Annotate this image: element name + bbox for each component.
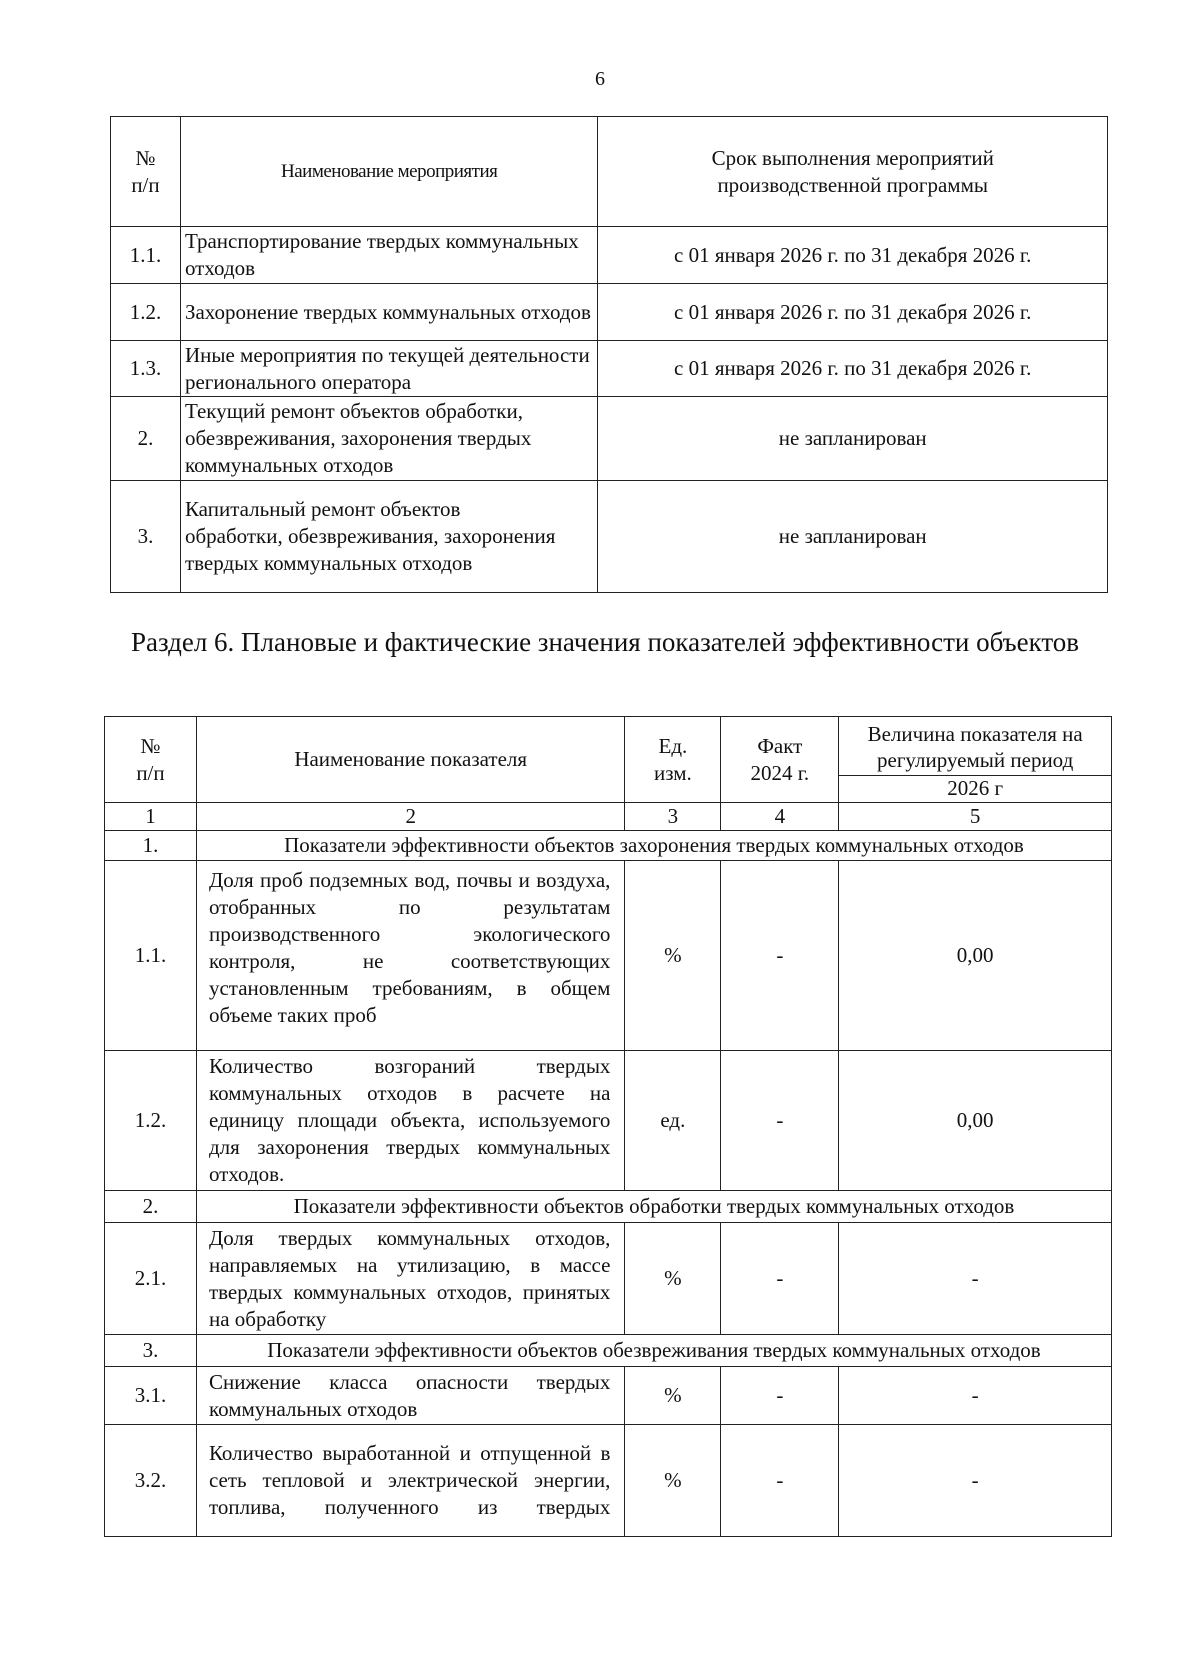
row-num: 2. bbox=[111, 397, 181, 481]
table-header-row bbox=[105, 717, 1112, 803]
row-indicator: Доля твердых коммунальных отходов, направляемых на утилизацию, в массе твердых коммунальных отходов, принятых на обработку bbox=[196, 1223, 624, 1335]
row-num: 1.1. bbox=[105, 861, 197, 1051]
header-period-year: 2026 г bbox=[947, 776, 1004, 800]
row-indicator: Доля проб подземных вод, почвы и воздуха, отобранных по результатам производственного экологического контроля, не соответствующих установленным требованиям, в общем объеме таких проб bbox=[196, 861, 624, 1051]
header-activity-name: Наименование мероприятия bbox=[180, 117, 597, 227]
row-unit: % bbox=[625, 1367, 721, 1425]
row-num: 3.2. bbox=[105, 1425, 197, 1537]
row-value: - bbox=[839, 1425, 1112, 1537]
table-row bbox=[105, 1223, 1112, 1335]
table-row bbox=[105, 1367, 1112, 1425]
row-unit: % bbox=[625, 1425, 721, 1537]
row-indicator: Количество выработанной и отпущенной в сеть тепловой и электрической энергии, топлива, полученного из твердых bbox=[196, 1425, 624, 1537]
row-term: не запланирован bbox=[598, 481, 1108, 593]
table-row bbox=[105, 861, 1112, 1051]
indicators-table bbox=[104, 716, 1112, 1537]
group-title: Показатели эффективности объектов обработки твердых коммунальных отходов bbox=[196, 1191, 1111, 1223]
column-number: 5 bbox=[839, 803, 1112, 831]
section-title: Раздел 6. Плановые и фактические значения показателей эффективности объектов bbox=[130, 627, 1080, 657]
activities-table bbox=[110, 116, 1108, 593]
row-term: с 01 января 2026 г. по 31 декабря 2026 г. bbox=[598, 227, 1108, 284]
column-number: 4 bbox=[721, 803, 839, 831]
header-indicator-name: Наименование показателя bbox=[196, 717, 624, 803]
page-number: 6 bbox=[595, 68, 605, 90]
table-row bbox=[111, 284, 1108, 341]
group-num: 1. bbox=[105, 831, 197, 861]
row-num: 1.2. bbox=[111, 284, 181, 341]
header-period bbox=[839, 717, 1112, 803]
header-num: № п/п bbox=[105, 717, 197, 803]
row-fact: - bbox=[721, 1051, 839, 1191]
row-num: 1.2. bbox=[105, 1051, 197, 1191]
row-value: - bbox=[839, 1367, 1112, 1425]
header-unit: Ед. изм. bbox=[625, 717, 721, 803]
group-title: Показатели эффективности объектов обезвреживания твердых коммунальных отходов bbox=[196, 1335, 1111, 1367]
row-fact: - bbox=[721, 861, 839, 1051]
row-unit: % bbox=[625, 1223, 721, 1335]
row-num: 2.1. bbox=[105, 1223, 197, 1335]
row-fact: - bbox=[721, 1223, 839, 1335]
row-activity: Транспортирование твердых коммунальных отходов bbox=[180, 227, 597, 284]
row-num: 3. bbox=[111, 481, 181, 593]
group-row bbox=[105, 1191, 1112, 1223]
row-fact: - bbox=[721, 1367, 839, 1425]
table-row bbox=[105, 1051, 1112, 1191]
table-row bbox=[111, 397, 1108, 481]
table-row bbox=[105, 1425, 1112, 1537]
row-num: 1.1. bbox=[111, 227, 181, 284]
row-unit: ед. bbox=[625, 1051, 721, 1191]
header-term: Срок выполнения мероприятий производственной программы bbox=[598, 117, 1108, 227]
row-indicator: Снижение класса опасности твердых коммунальных отходов bbox=[196, 1367, 624, 1425]
group-title: Показатели эффективности объектов захоронения твердых коммунальных отходов bbox=[196, 831, 1111, 861]
table-row bbox=[111, 481, 1108, 593]
header-fact: Факт 2024 г. bbox=[721, 717, 839, 803]
group-row bbox=[105, 831, 1112, 861]
header-period-label: Величина показателя на регулируемый период bbox=[839, 719, 1111, 776]
row-activity: Захоронение твердых коммунальных отходов bbox=[180, 284, 597, 341]
row-num: 3.1. bbox=[105, 1367, 197, 1425]
row-indicator: Количество возгораний твердых коммунальных отходов в расчете на единицу площади объекта, используемого для захоронения твердых коммунальных отходов. bbox=[196, 1051, 624, 1191]
table-row bbox=[111, 341, 1108, 397]
column-number: 1 bbox=[105, 803, 197, 831]
row-activity: Иные мероприятия по текущей деятельности регионального оператора bbox=[180, 341, 597, 397]
row-term: не запланирован bbox=[598, 397, 1108, 481]
row-unit: % bbox=[625, 861, 721, 1051]
row-value: 0,00 bbox=[839, 861, 1112, 1051]
row-value: - bbox=[839, 1223, 1112, 1335]
row-term: с 01 января 2026 г. по 31 декабря 2026 г. bbox=[598, 284, 1108, 341]
row-term: с 01 января 2026 г. по 31 декабря 2026 г. bbox=[598, 341, 1108, 397]
group-num: 2. bbox=[105, 1191, 197, 1223]
row-value: 0,00 bbox=[839, 1051, 1112, 1191]
row-num: 1.3. bbox=[111, 341, 181, 397]
column-number-row bbox=[105, 803, 1112, 831]
row-activity: Текущий ремонт объектов обработки, обезвреживания, захоронения твердых коммунальных отходов bbox=[180, 397, 597, 481]
column-number: 2 bbox=[196, 803, 624, 831]
group-num: 3. bbox=[105, 1335, 197, 1367]
column-number: 3 bbox=[625, 803, 721, 831]
table-row bbox=[111, 227, 1108, 284]
group-row bbox=[105, 1335, 1112, 1367]
header-num: № п/п bbox=[111, 117, 181, 227]
row-activity: Капитальный ремонт объектов обработки, обезвреживания, захоронения твердых коммунальных отходов bbox=[180, 481, 597, 593]
table-header-row bbox=[111, 117, 1108, 227]
row-fact: - bbox=[721, 1425, 839, 1537]
